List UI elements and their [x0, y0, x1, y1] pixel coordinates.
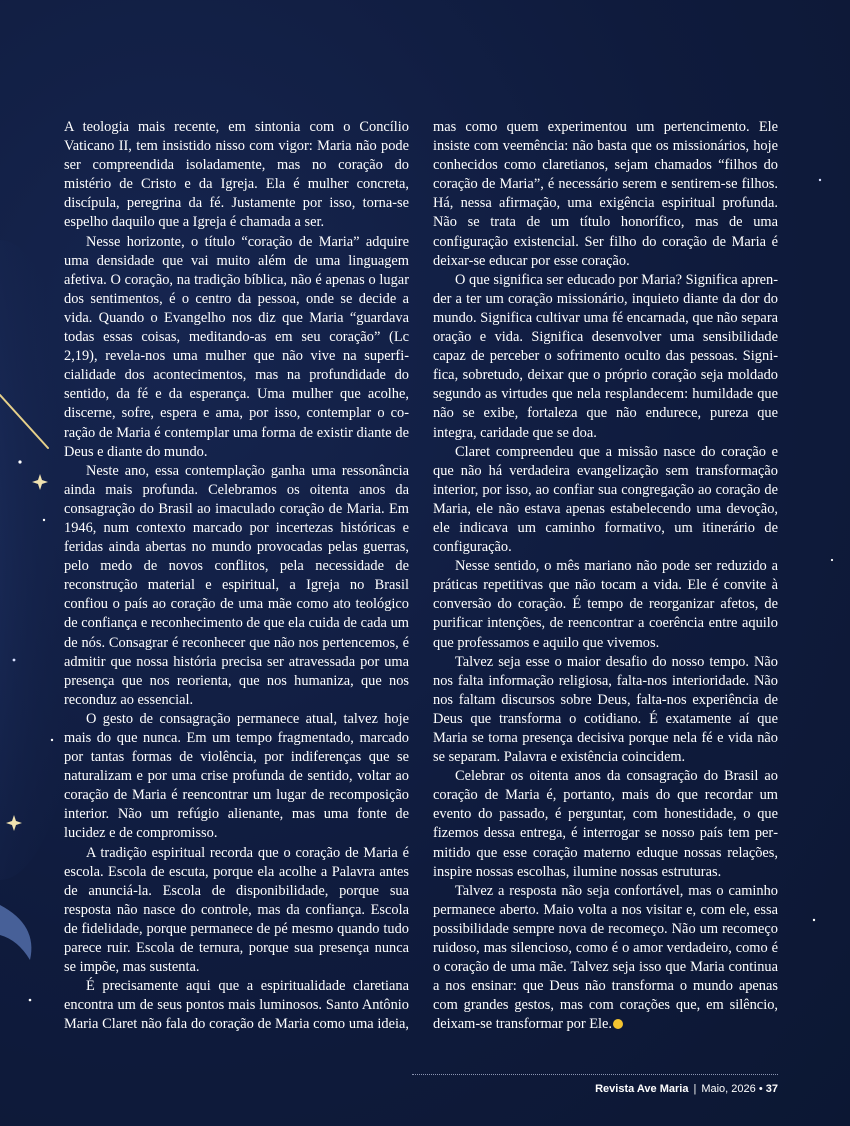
- article-paragraph: Nesse horizonte, o título “coração de Maria” adquire uma densidade que vai muito além de uma linguagem afetiva. O coração, na tradição bíblica, não é apenas o lugar dos sentimentos, é o centro da pessoa, onde se decide a vida. Quando o Evangelho nos diz que Maria “guardava todas essas coisas, meditando-as em seu coração” (Lc 2,19), revela-nos uma mulher que não vive na superficialidade dos acontecimentos, mas na profundidade do sentido, da fé e da esperança. Uma mulher que acolhe, discerne, sofre, espera e ama, por isso, contemplar o coração de Maria é contemplar uma forma de existir diante de Deus e diante do mundo.: [64, 233, 409, 460]
- article-paragraph: Celebrar os oitenta anos da consagração do Brasil ao coração de Maria é, portanto, mais do que recordar um evento do passado, é perguntar, com honestidade, o que fizemos dessa entrega, é interrogar se nosso país tem permitido que esse coração materno eduque nossas relações, inspire nossas escolhas, ilumine nossas estruturas.: [433, 768, 778, 880]
- page-number: 37: [765, 1083, 778, 1095]
- article-paragraph: Neste ano, essa contemplação ganha uma ressonância ainda mais profunda. Celebramos os oitenta anos da consagração do Brasil ao imaculado coração de Maria. Em 1946, num contexto marcado por incertezas históricas e feridas ainda abertas no mundo provocadas pelas guerras, pelo medo de novos conflitos, pela necessidade de reconstrução material e espiritual, a Igreja no Brasil confiou o país ao coração de uma mãe como ato teológico de confiança e reconhecimento de que ela cuida de cada um de nós. Consagrar é reconhecer que não nos pertencemos, é admitir que nossa história precisa ser atravessada por uma presença que nos reorienta, que nos humaniza, que nos reconduz ao essencial.: [64, 462, 409, 708]
- article-paragraph: Talvez seja esse o maior desafio do nosso tempo. Não nos falta informação religiosa, falta-nos interioridade. Não nos faltam discursos sobre Deus, falta-nos experiência de Deus que transforma o cotidiano. É exatamente aí que Maria se torna presença decisiva porque nela fé e vida não se separam. Palavra e existência coincidem.: [433, 653, 778, 766]
- footer-separator: |: [693, 1083, 697, 1095]
- issue-date: Maio, 2026: [701, 1083, 756, 1095]
- star-dot: [51, 739, 53, 741]
- moon-crescent-icon: [0, 905, 31, 960]
- star-dot: [43, 519, 45, 521]
- article-paragraph: A teologia mais recente, em sintonia com o Concílio Vaticano II, tem insistido nisso com vigor: Maria não pode ser compreendida isoladamente, mas no coração do mistério de Cristo e da Igreja. Ela é mulher concreta, discípula, peregrina da fé. Justamente por isso, torna-se espelho daquilo que a Igreja é chamada a ser.: [64, 119, 409, 231]
- footer-bullet: •: [758, 1083, 763, 1095]
- article-paragraph: O gesto de consagração permanece atual, talvez hoje mais do que nunca. Em um tempo fragmentado, marcado por tantas formas de violência, por indiferenças que se naturalizam e por uma crise profunda de sentido, voltar ao coração de Maria é reencontrar um lugar de recomposição interior. Não um refúgio alienante, mas uma fonte de lucidez e de compromisso.: [64, 710, 409, 842]
- article-paragraph: É precisamente aqui que a espiritualidade claretiana encontra um de seus pontos mais luminosos. Santo Antônio Maria Claret não fala do coração de Maria como uma ideia, mas como quem experimentou um pertencimento. Ele insiste com veemência: não basta que os missionários, hoje conhecidos como claretianos, sejam chamados “filhos do coração de Maria”, é necessário serem e sentirem-se filhos. Há, nessa afirmação, uma exigência espiritual profunda. Não se trata de um título honorífico, mas de uma configuração existencial. Ser filho do coração de Maria é deixar-se educar por esse coração.: [64, 119, 778, 1033]
- article-paragraph: Nesse sentido, o mês mariano não pode ser reduzido a práticas repetitivas que não tocam a vida. Ele é convite à conversão do coração. É tempo de reorganizar afetos, de purificar intenções, de reencontrar a coerência entre aquilo que professamos e aquilo que vivemos.: [433, 558, 778, 651]
- star-dot: [819, 179, 821, 181]
- article-paragraph: A tradição espiritual recorda que o coração de Maria é escola. Escola de escuta, porque ela acolhe a Palavra antes de anunciá-la. Escola de disponibilidade, porque sua resposta não nasce do controle, mas da confiança. Escola de fidelidade, porque permanece de pé mesmo quando tudo parece ruir. Escola de ternura, porque sua presença nunca se impõe, mas sustenta.: [64, 844, 409, 976]
- star-dot: [13, 659, 16, 662]
- star-dot: [813, 919, 815, 921]
- star-dot: [18, 460, 21, 463]
- article-paragraph: Claret compreendeu que a missão nasce do coração e que não há verdadeira evangelização sem transformação interior, por isso, ao confiar sua congregação ao coração de Maria, ele não estava apenas estabelecendo uma devoção, ele indicava um caminho formativo, um itinerário de configuração.: [433, 443, 778, 556]
- star-dot: [831, 559, 833, 561]
- end-of-article-dot-icon: [613, 1019, 623, 1029]
- magazine-name: Revista Ave Maria: [595, 1083, 689, 1095]
- page-footer: [595, 1083, 778, 1095]
- last-paragraph-text: Talvez a resposta não seja confortável, mas o caminho permanece aberto. Maio volta a nos visitar e, com ele, essa possibilidade sempre nova de recomeço. Não um recomeço ruidoso, mas silencioso, como é o amor verdadeiro, como é o coração de uma mãe. Talvez seja isso que Maria continua a nos ensinar: que Deus não transforma o mundo apenas com grandes gestos, mas com corações que, em silêncio, deixam-se transformar por Ele.: [433, 882, 778, 1033]
- article-body: [64, 118, 778, 1038]
- footer-divider: [412, 1074, 778, 1075]
- article-paragraph-last: [433, 882, 778, 1035]
- article-paragraph: O que significa ser educado por Maria? Significa aprender a ter um coração missionário, inquieto diante da dor do mundo. Significa cultivar uma fé encarnada, que não separa oração e vida. Significa desenvolver uma sensibilidade capaz de perceber o sofrimento oculto das pessoas. Significa, sobretudo, deixar que o próprio coração seja moldado segundo as virtudes que nela resplandecem: humildade que não se exibe, fortaleza que não endurece, pureza que integra, caridade que se doa.: [433, 271, 778, 441]
- star-dot: [29, 999, 32, 1002]
